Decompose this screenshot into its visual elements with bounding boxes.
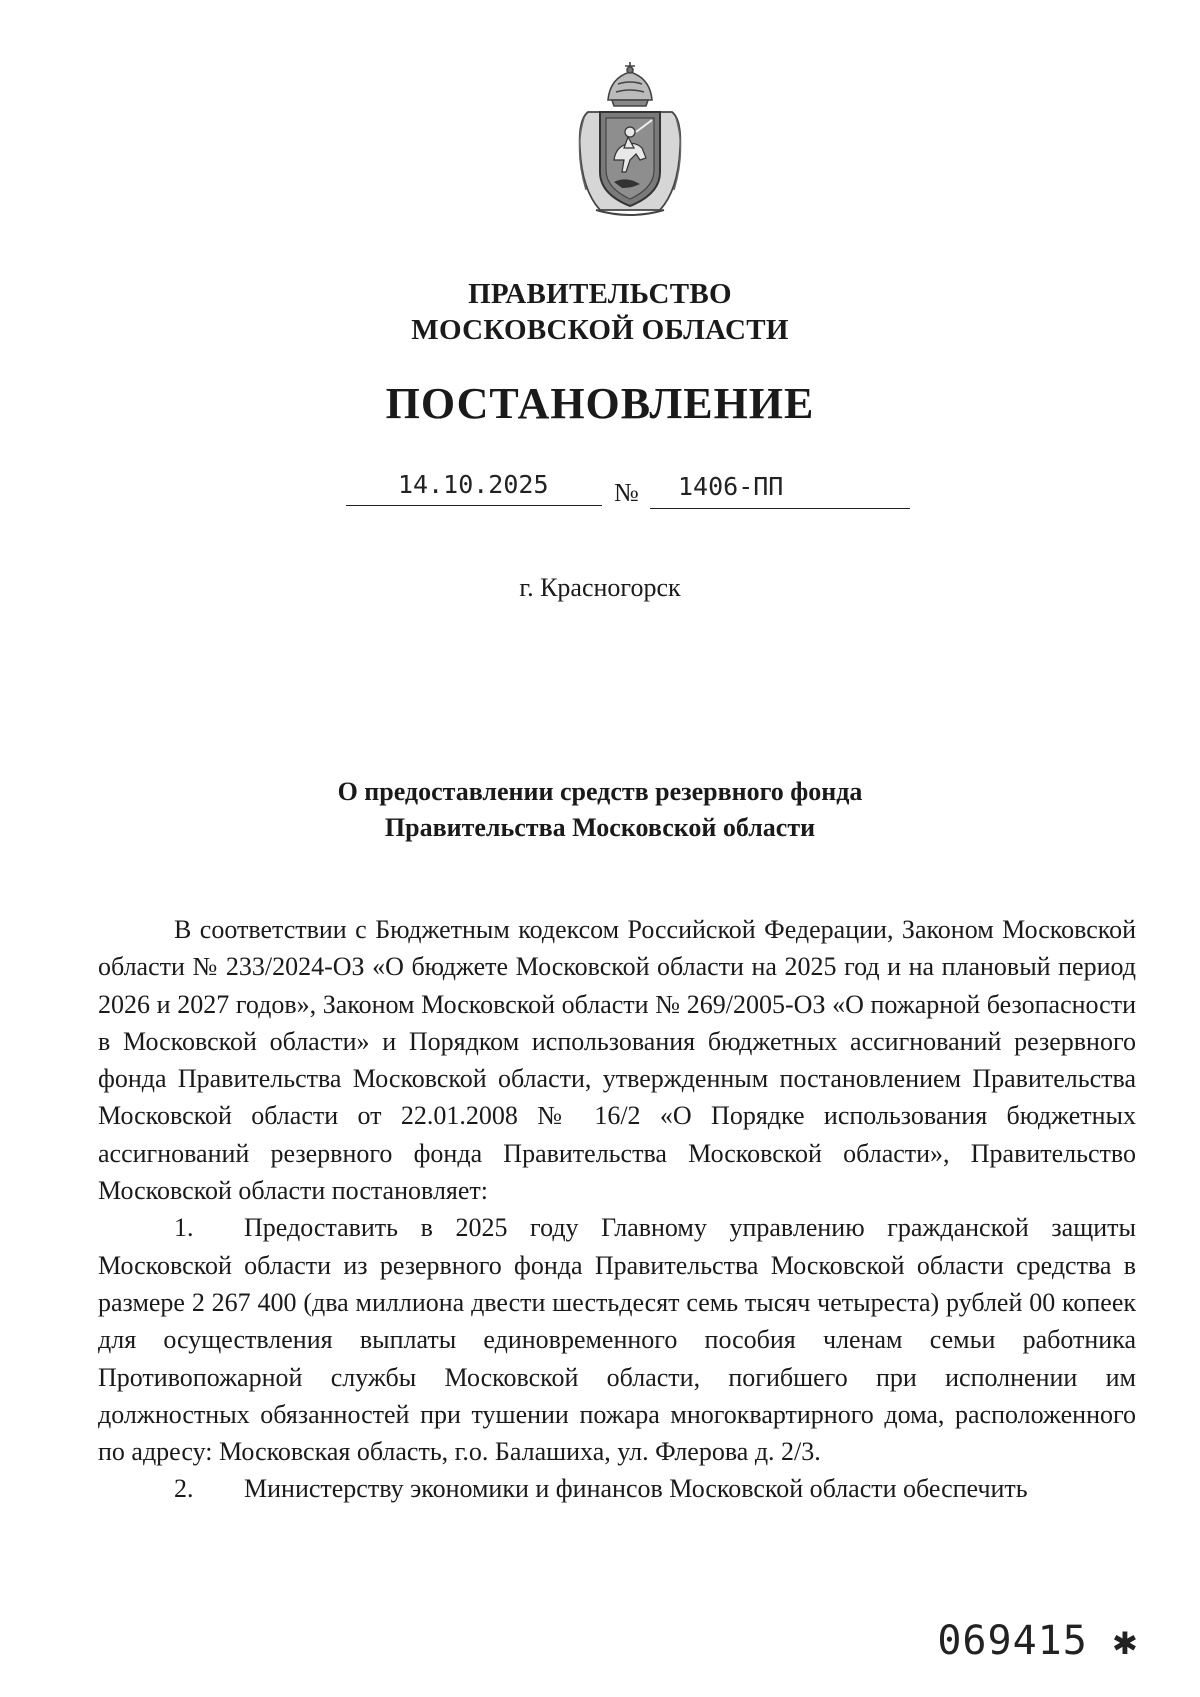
list-item-number: 1. <box>174 1213 194 1243</box>
number-underline <box>650 508 910 509</box>
list-item-text: Министерству экономики и финансов Московской области обеспечить <box>244 1474 1028 1504</box>
list-item-text: Предоставить в 2025 году Главному управлению гражданской защиты Московской области из резервного фонда Правительства Московской области средства в размере 2 267 400 (два миллиона двести шестьдесят семь тысяч четыреста) рублей 00 копеек для осуществления выплаты единовременного пособия членам семьи работника Противопожарной службы Московской области, погибшего при исполнении им должностных обязанностей при тушении пожара многоквартирного дома, расположенного по адресу: Московская область, г.о. Балашиха, ул. Флерова д. 2/3. <box>98 1213 1136 1467</box>
document-number: 1406-ПП <box>678 472 784 501</box>
document-date: 14.10.2025 <box>398 470 549 499</box>
preamble-paragraph: В соответствии с Бюджетным кодексом Российской Федерации, Законом Московской области № 233/2024-ОЗ «О бюджете Московской области на 2025 год и на плановый период 2026 и 2027 годов», Законом Московской области № 269/2005-ОЗ «О пожарной безопасности в Московской области» и Порядком использования бюджетных ассигнований резервного фонда Правительства Московской области, утвержденным постановлением Правительства Московской области от 22.01.2008 № 16/2 «О Порядке использования бюджетных ассигнований резервного фонда Правительства Московской области», Правительство Московской области постановляет: <box>98 915 1136 1206</box>
number-sign: № <box>614 478 639 507</box>
list-item <box>98 1209 1136 1470</box>
serial-number-stamp: 069415 ✱ <box>937 1618 1138 1664</box>
organization-name-line-1: ПРАВИТЕЛЬСТВО <box>468 278 732 310</box>
coat-of-arms-icon <box>570 60 690 222</box>
date-underline <box>346 505 602 506</box>
document-body <box>98 911 1136 1508</box>
city: г. Красногорск <box>519 573 681 602</box>
list-item-number: 2. <box>174 1474 194 1504</box>
organization-name-line-2: МОСКОВСКОЙ ОБЛАСТИ <box>411 314 789 346</box>
subject-line-2: Правительства Московской области <box>384 813 816 842</box>
subject-line-1: О предоставлении средств резервного фонда <box>337 777 863 806</box>
document-type: ПОСТАНОВЛЕНИЕ <box>385 379 815 428</box>
list-item <box>98 1470 1136 1507</box>
